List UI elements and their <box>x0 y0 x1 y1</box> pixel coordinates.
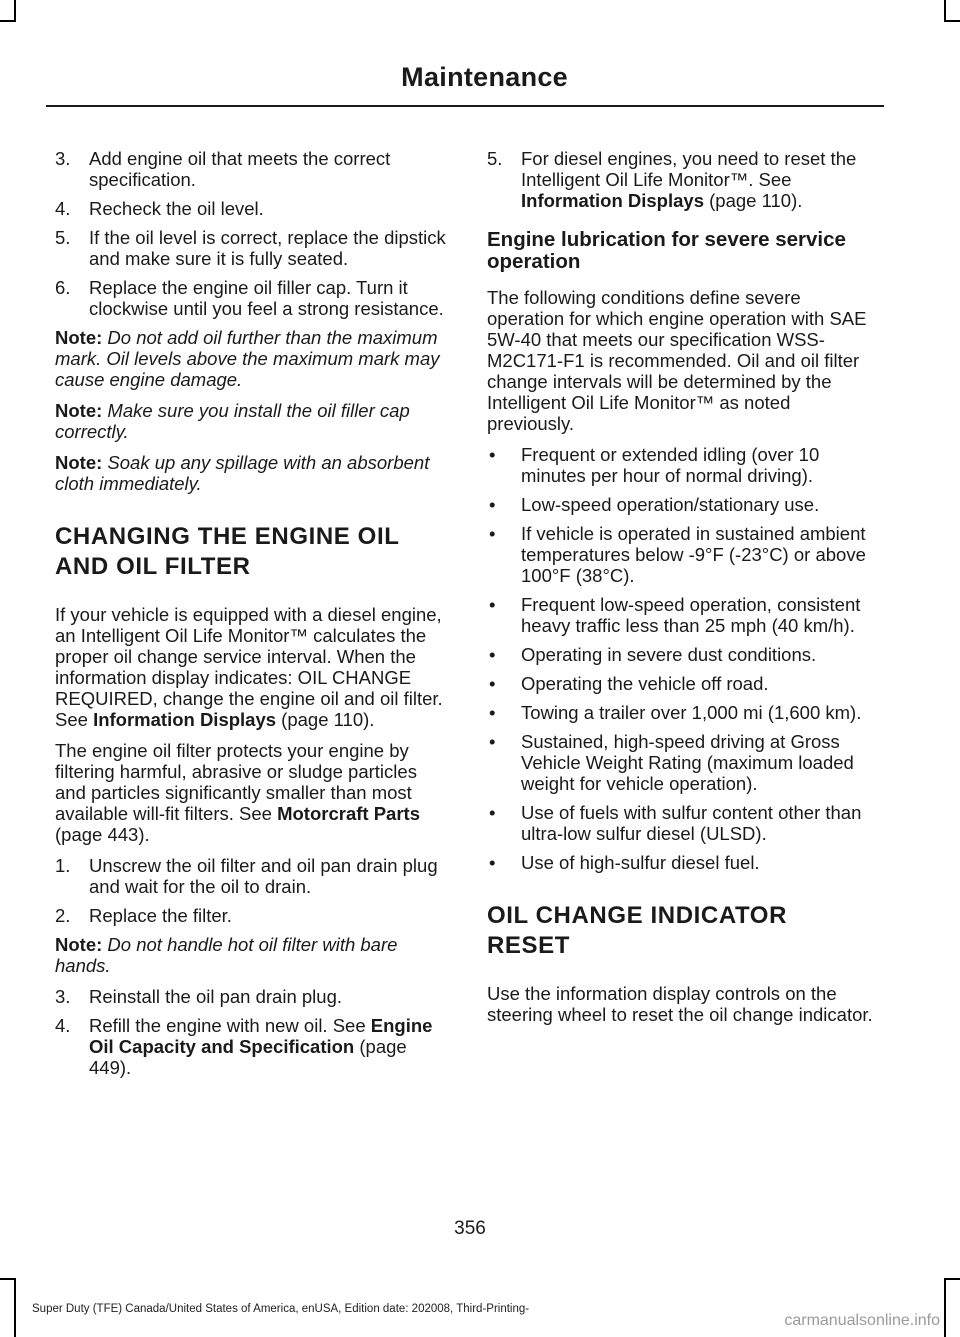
header-divider <box>46 105 884 107</box>
crop-mark <box>944 1278 946 1337</box>
bullet-item: • Low-speed operation/stationary use. <box>489 494 820 515</box>
bullet-item: • Operating in severe dust conditions. <box>489 644 817 665</box>
list-item: 3. Reinstall the oil pan drain plug. <box>55 986 342 1007</box>
list-item: 3. Add engine oil that meets the correct specification. <box>55 148 391 190</box>
section-heading-oil-change-reset: OIL CHANGE INDICATOR RESET <box>487 902 788 959</box>
footer-edition: Super Duty (TFE) Canada/United States of America, enUSA, Edition date: 202008, Third-Printing- <box>32 1303 530 1315</box>
cross-reference-link[interactable]: Engine Oil Capacity and Specification <box>89 1015 433 1057</box>
watermark: carmanualsonline.info <box>784 1312 940 1329</box>
cross-reference-link[interactable]: Motorcraft Parts <box>277 803 420 824</box>
crop-mark <box>944 20 960 22</box>
note: Note: Do not add oil further than the maximum mark. Oil levels above the maximum mark may cause engine damage. <box>55 327 440 390</box>
list-item: 2. Replace the filter. <box>55 905 232 926</box>
section-heading-changing-oil: CHANGING THE ENGINE OIL AND OIL FILTER <box>55 523 400 580</box>
list-item: 1. Unscrew the oil filter and oil pan drain plug and wait for the oil to drain. <box>55 855 438 897</box>
bullet-item: • Use of high-sulfur diesel fuel. <box>489 852 760 873</box>
list-item: 4. Refill the engine with new oil. See Engine Oil Capacity and Specification (page 449). <box>55 1015 433 1078</box>
list-item: 4. Recheck the oil level. <box>55 198 264 219</box>
bullet-item: • If vehicle is operated in sustained ambient temperatures below -9°F (-23°C) or above 100°F (38°C). <box>489 523 866 586</box>
bullet-item: • Towing a trailer over 1,000 mi (1,600 km). <box>489 702 862 723</box>
paragraph: If your vehicle is equipped with a diesel engine, an Intelligent Oil Life Monitor™ calculates the proper oil change service interval. When the information display indicates: OIL CHANGE REQUIRED, change the engine oil and oil filter. See Information Displays (page 110). <box>55 604 443 730</box>
list-item: 5. For diesel engines, you need to reset the Intelligent Oil Life Monitor™. See Information Displays (page 110). <box>487 148 857 211</box>
bullet-item: • Use of fuels with sulfur content other than ultra-low sulfur diesel (ULSD). <box>489 802 862 844</box>
crop-mark <box>0 1278 16 1280</box>
crop-mark <box>14 1278 16 1337</box>
note: Note: Soak up any spillage with an absorbent cloth immediately. <box>55 452 430 494</box>
subsection-heading-severe-service: Engine lubrication for severe service operation <box>487 228 846 273</box>
bullet-item: • Operating the vehicle off road. <box>489 673 769 694</box>
bullet-item: • Sustained, high-speed driving at Gross Vehicle Weight Rating (maximum loaded weight for vehicle operation). <box>489 731 854 794</box>
crop-mark <box>944 1278 960 1280</box>
bullet-item: • Frequent or extended idling (over 10 minutes per hour of normal driving). <box>489 444 820 486</box>
page-number: 356 <box>454 1218 486 1239</box>
paragraph: The following conditions define severe operation for which engine operation with SAE 5W-40 that meets our specification WSS-M2C171-F1 is recommended. Oil and oil filter change intervals will be determined by the Intelligent Oil Life Monitor™ as noted previously. <box>487 287 867 434</box>
paragraph: The engine oil filter protects your engine by filtering harmful, abrasive or sludge particles and particles significantly smaller than most available will-fit filters. See Motorcraft Parts (page 443). <box>55 740 420 845</box>
crop-mark <box>0 20 16 22</box>
crop-mark <box>14 0 16 22</box>
page-title: Maintenance <box>401 62 568 92</box>
note: Note: Do not handle hot oil filter with bare hands. <box>55 934 398 976</box>
list-item: 6. Replace the engine oil filler cap. Turn it clockwise until you feel a strong resistance. <box>55 277 444 319</box>
list-item: 5. If the oil level is correct, replace the dipstick and make sure it is fully seated. <box>55 227 446 269</box>
right-column <box>487 148 879 1035</box>
bullet-item: • Frequent low-speed operation, consistent heavy traffic less than 25 mph (40 km/h). <box>489 594 861 636</box>
cross-reference-link[interactable]: Information Displays <box>93 709 277 730</box>
left-column <box>55 148 447 1086</box>
paragraph: Use the information display controls on the steering wheel to reset the oil change indicator. <box>487 983 873 1025</box>
note: Note: Make sure you install the oil filler cap correctly. <box>55 400 410 442</box>
cross-reference-link[interactable]: Information Displays <box>521 190 704 211</box>
crop-mark <box>944 0 946 22</box>
